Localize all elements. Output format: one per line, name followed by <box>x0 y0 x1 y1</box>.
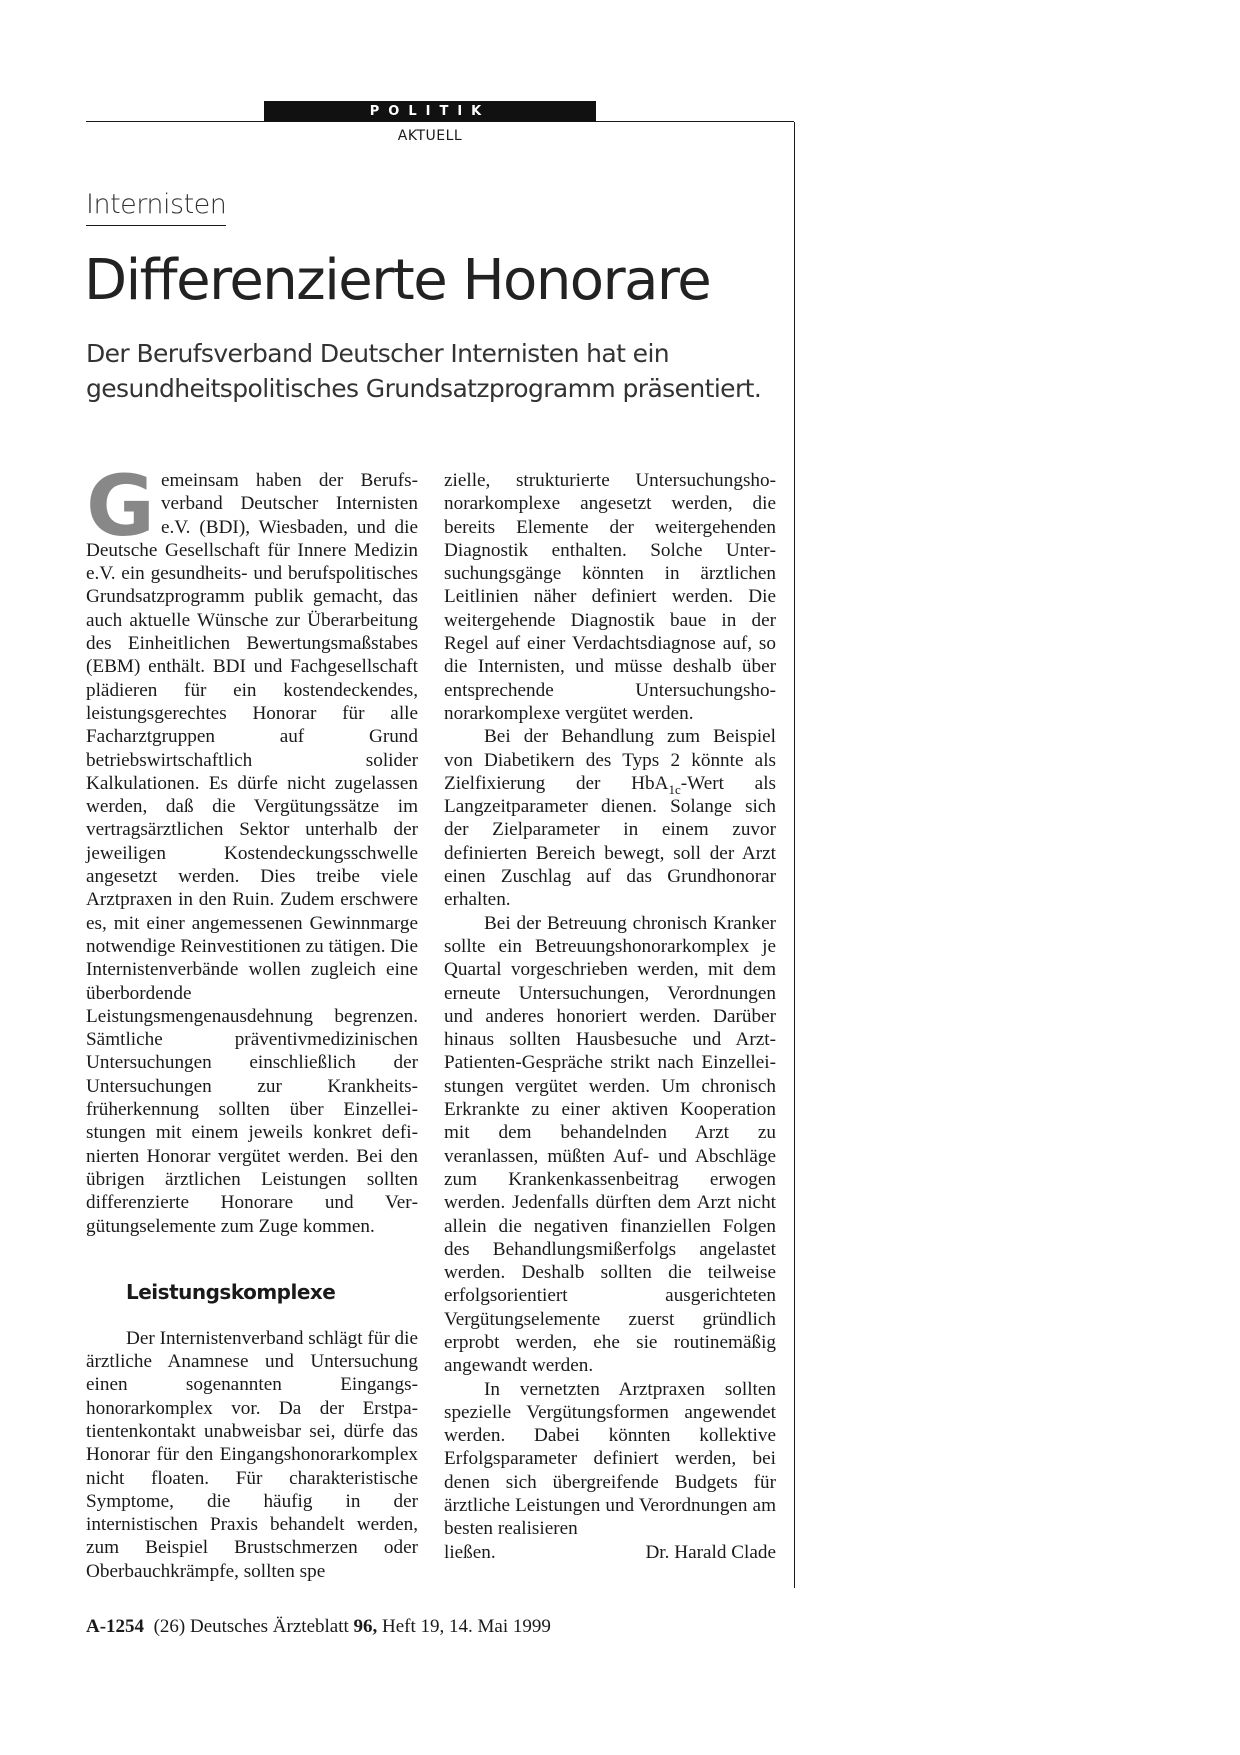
subscript: 1c <box>668 781 681 797</box>
paragraph: Der Internistenverband schlägt für die ärztliche Anamnese und Untersuchung einen sogenannten Eingangshonorarkomplex vor. Da der Erstpatientenkontakt unabweisbar sei, dürfe das Honorar für den Eingangshonorarkomplex nicht floaten. Für charakteristische Symptome, die häufig in der internistischen Praxis behandelt werden, zum Beispiel Brustschmerzen oder Oberbauchkrämpfe, sollten spe <box>86 1327 418 1582</box>
article-headline: Differenzierte Honorare <box>84 248 711 313</box>
paragraph: zielle, strukturierte Untersuchungshonorarkomplexe angesetzt werden, die bereits Elemente der weitergehenden Diagnostik enthalten. Solche Untersuchungsgänge könnten in ärztlichen Leitlinien näher definiert werden. Die weitergehende Diagnostik baue in der Regel auf einer Verdachtsdiagnose auf, so die Internisten, und müsse deshalb über entsprechende Untersuchungshonorarkomplexe vergütet werden. <box>444 470 776 724</box>
issue-date: Heft 19, 14. Mai 1999 <box>382 1616 551 1637</box>
publication: (26) Deutsches Ärzteblatt <box>153 1616 349 1637</box>
page-footer <box>86 1616 551 1638</box>
paragraph: In vernetzten Arztpraxen sollten spezielle Vergütungsformen angewendet werden. Dabei könnten kollektive Erfolgsparameter definiert werden, bei denen sich übergreifende Budgets für ärztliche Leistungen und Verordnungen am besten realisieren <box>444 1378 776 1540</box>
subsection-label: AKTUELL <box>397 128 463 144</box>
article-lead: Der Berufsverband Deutscher Internisten hat ein gesundheitspolitisches Grundsatzprogramm präsentiert. <box>86 339 762 403</box>
paragraph-text: ließen. <box>444 1541 496 1563</box>
subheading: Leistungskomplexe <box>126 1279 336 1304</box>
article-kicker: Internisten <box>86 189 226 226</box>
text-column-left <box>86 457 418 1583</box>
paragraph: Bei der Betreuung chronisch Kranker sollte ein Betreuungshonorarkomplex je Quartal vorgeschrieben werden, mit dem erneute Untersuchungen, Verordnungen und anderes honoriert werden. Darüber hinaus sollten Hausbesuche und Arzt-Patienten-Gespräche strikt nach Einzelleistungen vergütet werden. Um chronisch Erkrankte zu einer aktiven Kooperation mit dem behandelnden Arzt zu veranlassen, müßten Auf- und Abschläge zum Krankenkassenbeitrag erwogen werden. Jedenfalls dürften dem Arzt nicht allein die negativen finanziellen Folgen des Behandlungsmißerfolgs angelastet werden. Deshalb sollten die teilweise erfolgsorientiert ausgerichteten Vergütungselemente zuerst gründlich erprobt werden, ehe sie routinemäßig angewandt werden. <box>444 912 776 1377</box>
page-number: A-1254 <box>86 1616 145 1637</box>
author: Dr. Harald Clade <box>645 1541 776 1563</box>
paragraph-text: -Wert als Langzeitparameter dienen. Solange sich der Zielparameter in einem zuvor definierten Bereich bewegt, soll der Arzt einen Zuschlag auf das Grundhonorar erhalten. <box>444 772 776 911</box>
paragraph-text: Bei der Behandlung zum Beispiel von Diabetikern des Typs 2 könnte als Zielfixierung der HbA <box>444 726 776 794</box>
column-rule <box>794 122 795 1588</box>
drop-cap: G <box>86 457 155 555</box>
section-label: POLITIK <box>264 101 596 122</box>
signature-line <box>444 1541 776 1564</box>
paragraph <box>444 725 776 911</box>
paragraph <box>86 457 418 1238</box>
paragraph-text: emeinsam haben der Berufsverband Deutscher Internisten e.V. (BDI), Wiesbaden, und die Deutsche Gesellschaft für Innere Medizin e.V. ein gesundheits- und berufspolitisches Grundsatzprogramm publik gemacht, das auch aktuelle Wünsche zur Überarbeitung des Einheitlichen Bewertungsmaßstabes (EBM) enthält. BDI und Fachgesellschaft plädieren für ein kostendeckendes, leistungsgerechtes Honorar für alle Facharztgruppen auf Grund betriebswirtschaftlich solider Kalkulationen. Es dürfe nicht zugelassen werden, daß die Vergütungssätze im vertragsärztlichen Sektor unterhalb der jeweiligen Kostendeckungsschwelle angesetzt werden. Dies treibe viele Arztpraxen in den Ruin. Zudem erschwere es, mit einer angemessenen Gewinnmarge notwendige Reinvestitionen zu tätigen. Die Internistenverbände wollen zugleich eine überbordende Leistungsmengenausdehnung begrenzen. Sämtliche präventivmedizinischen Untersuchungen einschließlich der Untersuchungen zur Krankheitsfrüherkennung sollten über Einzelleistungen mit einem jeweils konkret definierten Honorar vergütet werden. Bei den übrigen ärztlichen Leistungen sollten differenzierte Honorare und Vergütungselemente zum Zuge kommen. <box>86 470 418 1237</box>
text-column-right <box>444 469 776 1564</box>
volume: 96, <box>353 1616 378 1637</box>
